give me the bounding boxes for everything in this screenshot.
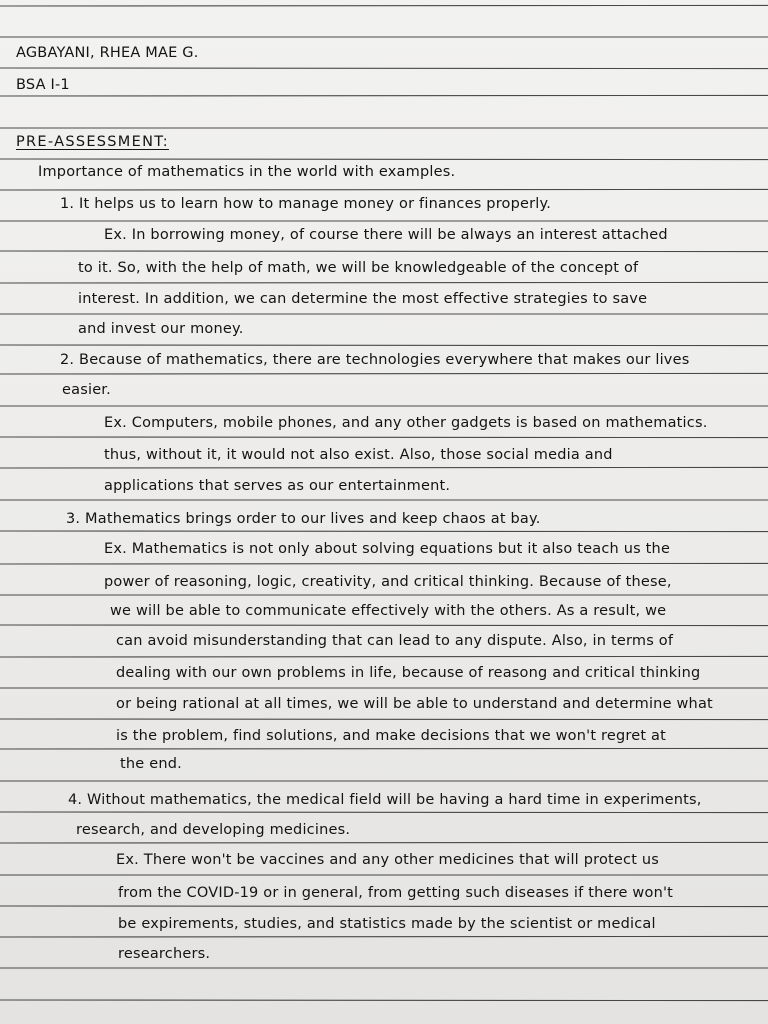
student-section: BSA I-1 — [16, 77, 70, 93]
item-4-line-4: from the COVID-19 or in general, from getting such diseases if there won't — [118, 885, 674, 901]
item-1-line-1: 1. It helps us to learn how to manage money or finances properly. — [60, 196, 552, 212]
item-4-line-3: Ex. There won't be vaccines and any other medicines that will protect us — [116, 852, 660, 868]
item-3-line-7: or being rational at all times, we will be able to understand and determine what — [116, 696, 713, 712]
item-3-line-6: dealing with our own problems in life, because of reasong and critical thinking — [116, 665, 701, 681]
item-4-line-5: be expirements, studies, and statistics made by the scientist or medical — [118, 916, 656, 932]
student-name: AGBAYANI, RHEA MAE G. — [16, 45, 199, 61]
ruled-line — [0, 625, 768, 626]
ruled-line — [0, 656, 768, 657]
item-1-line-4: interest. In addition, we can determine the most effective strategies to save — [78, 291, 648, 307]
ruled-line — [0, 719, 768, 720]
ruled-line — [0, 936, 768, 937]
ruled-line — [0, 373, 768, 374]
ruled-line — [0, 345, 768, 346]
item-4-line-2: research, and developing medicines. — [76, 822, 351, 838]
ruled-line — [0, 437, 768, 438]
ruled-line — [0, 189, 768, 190]
item-2-line-3: Ex. Computers, mobile phones, and any other gadgets is based on mathematics. — [104, 415, 708, 431]
ruled-line — [0, 5, 768, 6]
item-1-line-2: Ex. In borrowing money, of course there will be always an interest attached — [104, 227, 668, 243]
item-2-line-1: 2. Because of mathematics, there are technologies everywhere that makes our lives — [60, 352, 690, 368]
ruled-line — [0, 563, 768, 564]
ruled-line — [0, 251, 768, 252]
ruled-line — [0, 812, 768, 813]
page-title: PRE-ASSESSMENT: — [16, 134, 169, 150]
item-4-line-6: researchers. — [118, 946, 211, 962]
item-3-line-3: power of reasoning, logic, creativity, and critical thinking. Because of these, — [104, 574, 672, 590]
ruled-line — [0, 748, 768, 749]
item-3-line-2: Ex. Mathematics is not only about solving equations but it also teach us the — [104, 541, 671, 557]
item-3-line-5: can avoid misunderstanding that can lead to any dispute. Also, in terms of — [116, 633, 674, 649]
item-3-line-8: is the problem, find solutions, and make decisions that we won't regret at — [116, 728, 667, 744]
item-3-line-9: the end. — [120, 756, 182, 772]
ruled-line — [0, 159, 768, 160]
ruled-line — [0, 531, 768, 532]
item-4-line-1: 4. Without mathematics, the medical field will be having a hard time in experiments, — [68, 792, 702, 808]
ruled-line — [0, 282, 768, 283]
item-2-line-5: applications that serves as our entertainment. — [104, 478, 451, 494]
item-1-line-3: to it. So, with the help of math, we will be knowledgeable of the concept of — [78, 260, 639, 276]
item-2-line-4: thus, without it, it would not also exist. Also, those social media and — [104, 447, 613, 463]
prompt-line: Importance of mathematics in the world with examples. — [38, 164, 456, 180]
ruled-line — [0, 95, 768, 96]
ruled-line — [0, 906, 768, 907]
item-1-line-5: and invest our money. — [78, 321, 244, 337]
item-3-line-1: 3. Mathematics brings order to our lives and keep chaos at bay. — [66, 511, 541, 527]
item-3-line-4: we will be able to communicate effectively with the others. As a result, we — [110, 603, 667, 619]
ruled-line — [0, 842, 768, 843]
ruled-line — [0, 1000, 768, 1001]
ruled-line — [0, 68, 768, 69]
item-2-line-2: easier. — [62, 382, 111, 398]
ruled-line — [0, 467, 768, 468]
